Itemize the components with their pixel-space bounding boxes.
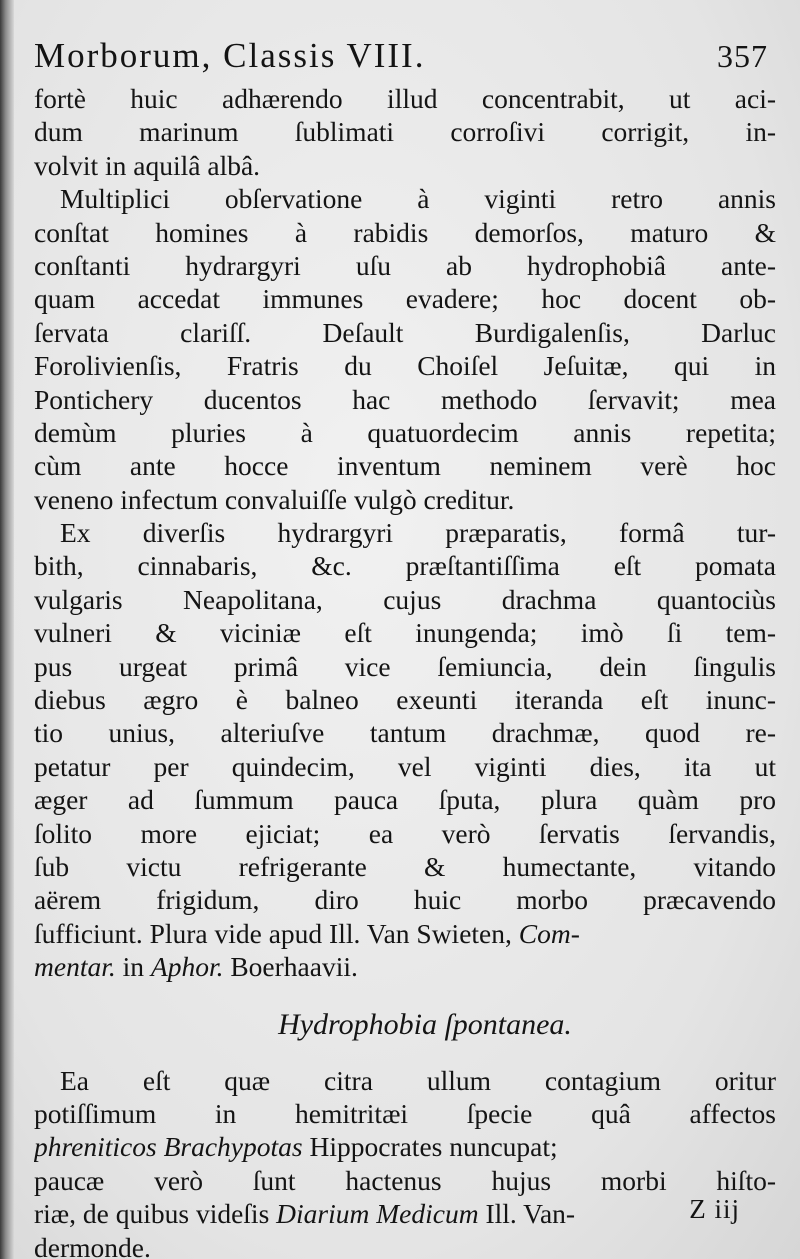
italic-span: mentar. xyxy=(34,951,116,983)
italic-span: Aphor. xyxy=(150,951,224,983)
text-line: veneno infectum convaluiſſe vulgò creditur. xyxy=(34,483,515,515)
text-line: dum marinum ſublimati corroſivi corrigit, in- xyxy=(34,116,776,148)
text-line: bith, cinnabaris, &c. præſtantiſſima eſt pomata xyxy=(34,550,776,582)
text-line xyxy=(34,1197,776,1230)
text-line: ſub victu refrigerante & humectante, vitando xyxy=(34,850,776,882)
text-line: fortè huic adhærendo illud concentrabit, ut aci- xyxy=(34,83,776,114)
paragraph-spontaneous xyxy=(34,1064,776,1259)
paragraph-observation xyxy=(34,182,776,516)
paragraph-preparations xyxy=(34,516,776,983)
text-line: Forolivienſis, Fratris du Choiſel Jeſuitæ, qui in xyxy=(34,350,776,382)
text-span: Ill. Van- xyxy=(478,1198,576,1230)
text-line: Pontichery ducentos hac methodo ſervavit; mea xyxy=(34,383,776,415)
italic-span: Diarium Medicum xyxy=(276,1198,479,1230)
text-line: conſtat homines à rabidis demorſos, maturo & xyxy=(34,216,776,248)
italic-span: phreniticos Brachypotas xyxy=(34,1131,303,1163)
text-line: vulgaris Neapolitana, cujus drachma quantociùs xyxy=(34,583,776,615)
binding-gutter-shadow xyxy=(0,0,14,1259)
running-header xyxy=(34,36,776,82)
paragraph-continuation xyxy=(34,82,776,182)
signature-mark: Z iij xyxy=(689,1194,740,1224)
text-line: quam accedat immunes evadere; hoc docent ob- xyxy=(34,283,776,315)
text-span: Hippocrates nuncupat; xyxy=(302,1131,558,1163)
text-line: cùm ante hocce inventum neminem verè hoc xyxy=(34,450,776,482)
text-line: Multiplici obſervatione à viginti retro annis xyxy=(60,183,776,215)
text-line xyxy=(34,950,776,983)
text-line: Ex diverſis hydrargyri præparatis, formâ tur- xyxy=(60,517,776,549)
text-span: Boerhaavii. xyxy=(223,951,358,983)
text-line xyxy=(34,917,776,950)
text-line: æger ad ſummum pauca ſputa, plura quàm pro xyxy=(34,784,776,816)
text-line: vulneri & viciniæ eſt inungenda; imò ſi tem- xyxy=(34,617,776,649)
text-line: volvit in aquilâ albâ. xyxy=(34,149,261,181)
text-line: tio unius, alteriuſve tantum drachmæ, quod re- xyxy=(34,717,776,749)
text-span: riæ, de quibus videſis xyxy=(34,1198,277,1230)
text-line: paucæ verò ſunt hactenus hujus morbi hiſto- xyxy=(34,1164,776,1196)
page-number: 357 xyxy=(717,38,768,74)
text-line: potiſſimum in hemitritæi ſpecie quâ affectos xyxy=(34,1097,776,1129)
text-line: dermonde. xyxy=(34,1231,151,1259)
text-line: ſervata clariſſ. Deſault Burdigalenſis, Darluc xyxy=(34,316,776,348)
text-line: ſolito more ejiciat; ea verò ſervatis ſervandis, xyxy=(34,817,776,849)
text-line: aërem frigidum, diro huic morbo præcavendo xyxy=(34,884,776,916)
text-line: Ea eſt quæ citra ullum contagium oritur xyxy=(60,1064,776,1096)
running-title: Morborum, Classis VIII. xyxy=(34,36,426,75)
text-span: in xyxy=(115,951,151,983)
text-line: pus urgeat primâ vice ſemiuncia, dein ſingulis xyxy=(34,650,776,682)
text-line: diebus ægro è balneo exeunti iteranda eſt inunc- xyxy=(34,684,776,716)
section-heading: Hydrophobia ſpontanea. xyxy=(278,1007,572,1041)
text-line: petatur per quindecim, vel viginti dies, ita ut xyxy=(34,750,776,782)
text-line: conſtanti hydrargyri uſu ab hydrophobiâ ante- xyxy=(34,249,776,281)
page-content xyxy=(34,36,776,1259)
text-line: demùm pluries à quatuordecim annis repetita; xyxy=(34,416,776,448)
text-span: ſufficiunt. Plura vide apud Ill. Van Swieten, xyxy=(34,917,512,949)
text-line xyxy=(34,1130,776,1163)
italic-span: Com- xyxy=(518,917,580,949)
